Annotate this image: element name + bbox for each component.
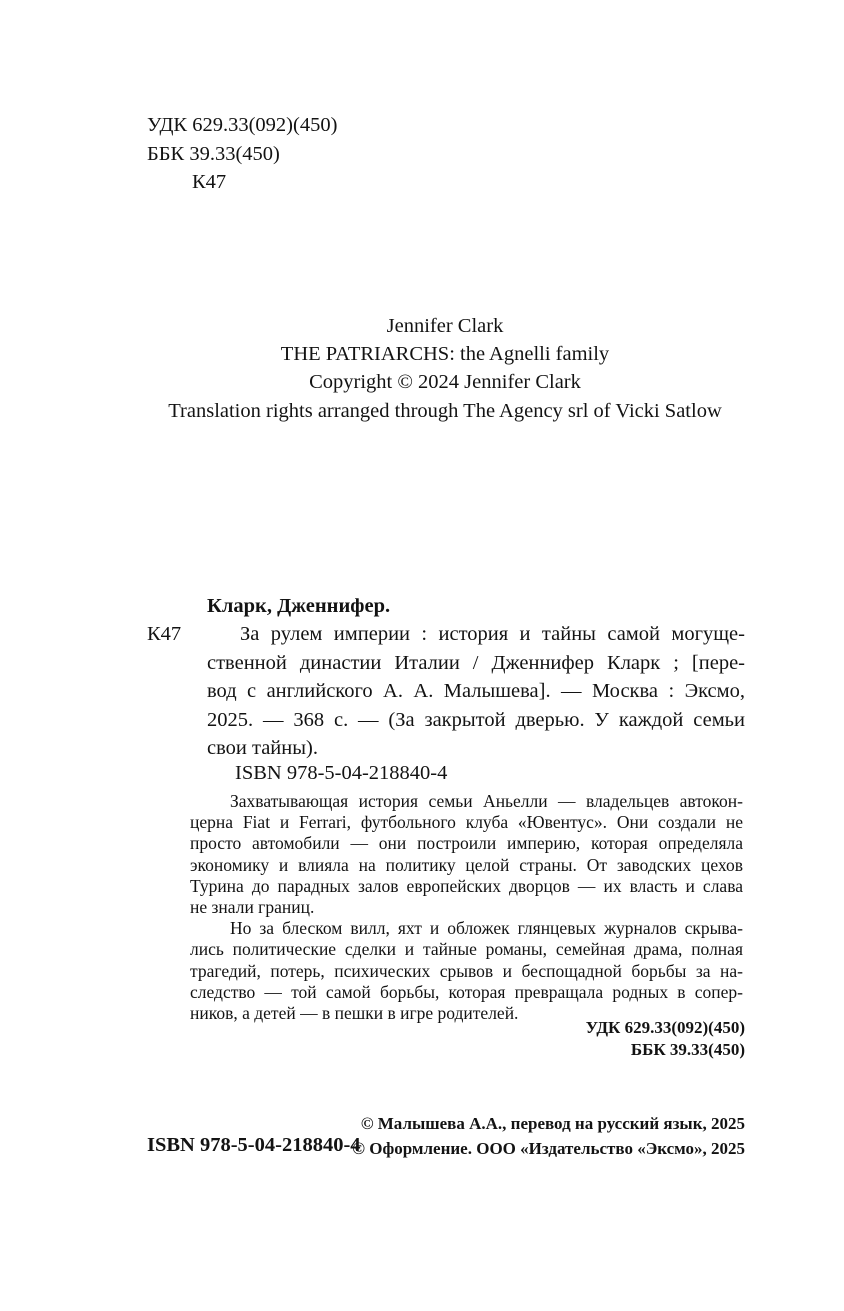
annotation-line: не знали границ.: [190, 897, 315, 918]
catalog-entry-line: свои тайны).: [207, 737, 318, 760]
translation-rights-line: Translation rights arranged through The Agency srl of Vicki Satlow: [168, 399, 722, 422]
isbn-catalog: ISBN 978-5-04-218840-4: [235, 762, 448, 784]
catalog-entry-block: [207, 592, 745, 762]
annotation-line: экономику и влияла на политику целой страны. От заводских цехов: [190, 854, 743, 875]
annotation-block: [190, 791, 743, 1024]
bbk-code-bottom: ББК 39.33(450): [630, 1040, 745, 1060]
udk-code-top: УДК 629.33(092)(450): [147, 114, 338, 136]
annotation-line: Но за блеском вилл, яхт и обложек глянцевых журналов скрыва-: [230, 918, 743, 939]
catalog-entry-line: 2025. — 368 с. — (За закрытой дверью. У каждой семьи: [207, 708, 745, 731]
annotation-line: просто автомобили — они построили империю, которая определяла: [190, 833, 743, 854]
annotation-line: Турина до парадных залов европейских дворцов — их власть и слава: [190, 875, 743, 896]
original-rights-block: [126, 312, 764, 425]
copyright-translation-line: © Малышева А.А., перевод на русский язык, 2025: [360, 1114, 745, 1133]
author-sign-top: К47: [192, 171, 227, 193]
catalog-author-heading: Кларк, Дженнифер.: [207, 595, 391, 617]
bottom-classification-block: [445, 1017, 745, 1062]
original-author: Jennifer Clark: [386, 315, 504, 337]
annotation-line: трагедий, потерь, психических срывов и беспощадной борьбы за на-: [190, 960, 743, 981]
annotation-line: лись политические сделки и тайные романы, семейная драма, полная: [190, 939, 743, 960]
annotation-line: следство — той самой борьбы, которая превращала родных в сопер-: [190, 981, 743, 1002]
original-copyright-line: Copyright © 2024 Jennifer Clark: [309, 371, 581, 394]
copyright-publisher-line: © Оформление. ООО «Издательство «Эксмо», 2025: [352, 1139, 745, 1159]
annotation-line: Захватывающая история семьи Аньелли — владельцев автокон-: [230, 791, 743, 811]
copyright-notices-block: [325, 1111, 745, 1162]
catalog-entry-line: За рулем империи : история и тайны самой могуще-: [240, 623, 745, 646]
bbk-code-top: ББК 39.33(450): [147, 142, 280, 165]
catalog-entry-line: ственной династии Италии / Дженнифер Кларк ; [пере-: [207, 651, 745, 674]
udk-code-bottom: УДК 629.33(092)(450): [585, 1018, 745, 1037]
top-classification-block: [147, 111, 337, 197]
annotation-line: церна Fiat и Ferrari, футбольного клуба «Ювентус». Они создали не: [190, 812, 743, 833]
isbn-bottom: ISBN 978-5-04-218840-4: [147, 1134, 361, 1156]
annotation-line: ников, а детей — в пешки в игре родителей.: [190, 1003, 519, 1024]
original-title: THE PATRIARCHS: the Agnelli family: [280, 343, 610, 366]
catalog-entry-line: вод с английского А. А. Малышева]. — Москва : Эксмо,: [207, 680, 745, 703]
catalog-margin-code: К47: [147, 623, 182, 645]
